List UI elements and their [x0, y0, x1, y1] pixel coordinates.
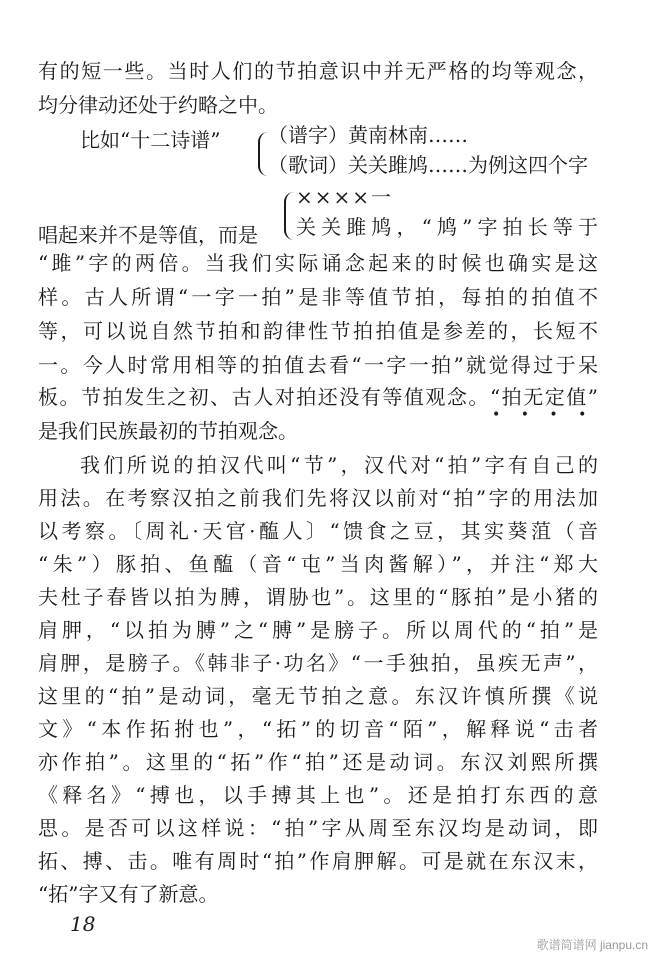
rhythm-marks: ××××一 — [296, 185, 394, 209]
text-line: “朱”）豚拍、鱼醢（音“屯”当肉酱解）”，并注“郑大 — [38, 552, 598, 576]
text-line: 这里的“拍”是动词，毫无节拍之意。东汉许慎所撰《说 — [38, 684, 598, 708]
text-line: 夫杜子春皆以拍为膊，谓胁也”。这里的“豚拍”是小猪的 — [38, 585, 598, 609]
example-lead: 唱起来并不是等值，而是 — [38, 223, 258, 247]
text-line: 文》“本作拓拊也”，“拓”的切音“陌”，解释说“击者 — [38, 717, 598, 741]
example-notation-line: （谱字）黄南林南…… — [268, 123, 468, 147]
text-line: 样。古人所谓“一字一拍”是非等值节拍，每拍的拍值不 — [38, 285, 598, 309]
text-line: 亦作拍”。这里的“拓”作“拍”还是动词。东汉刘熙所撰 — [38, 750, 598, 774]
emphasis-dots: • • • • — [492, 407, 595, 423]
example-lyrics-line: （歌词）关关雎鸠……为例这四个字 — [268, 153, 588, 177]
text-line: 我们所说的拍汉代叫“节”，汉代对“拍”字有自己的 — [80, 453, 598, 477]
page-number: 18 — [70, 912, 96, 936]
text-line: 均分律动还处于约略之中。 — [38, 93, 278, 117]
text-line: 板。节拍发生之初、古人对拍还没有等值观念。“拍无定值” — [38, 385, 598, 409]
text-line: 一。今人时常用相等的拍值去看“一字一拍”就觉得过于呆 — [38, 353, 598, 377]
text-line: 《释名》“搏也，以手搏其上也”。还是拍打东西的意 — [38, 783, 598, 807]
text-line: 肩胛，是膀子。《韩非子·功名》“一手独拍，虽疾无声”， — [38, 651, 598, 675]
example-intro: 比如“十二诗谱” — [80, 128, 221, 152]
brace-mark — [258, 132, 268, 176]
text-line: 用法。在考察汉拍之前我们先将汉以前对“拍”字的用法加 — [38, 486, 598, 510]
text-line: “雎”字的两倍。当我们实际诵念起来的时候也确实是这 — [38, 251, 598, 275]
text-line: 等，可以说自然节拍和韵律性节拍拍值是参差的，长短不 — [38, 319, 598, 343]
brace-mark — [284, 192, 294, 240]
text-line: “拓”字又有了新意。 — [38, 882, 219, 906]
text-line: 拓、搏、击。唯有周时“拍”作肩胛解。可是就在东汉末， — [38, 849, 598, 873]
text-line: 思。是否可以这样说：“拍”字从周至东汉均是动词，即 — [38, 816, 598, 840]
watermark: 歌谱简谱网 jianpu.cn — [536, 938, 648, 952]
text-line: 以考察。〔周礼·天官·醢人〕“馈食之豆，其实葵菹（音 — [38, 519, 598, 543]
text-line: 有的短一些。当时人们的节拍意识中并无严格的均等观念， — [38, 59, 598, 83]
text-line: 肩胛，“以拍为膊”之“膊”是膀子。所以周代的“拍”是 — [38, 618, 598, 642]
example-lyrics-line: 关关雎鸠，“鸠”字拍长等于 — [296, 215, 598, 239]
text-line: 是我们民族最初的节拍观念。 — [38, 419, 298, 443]
